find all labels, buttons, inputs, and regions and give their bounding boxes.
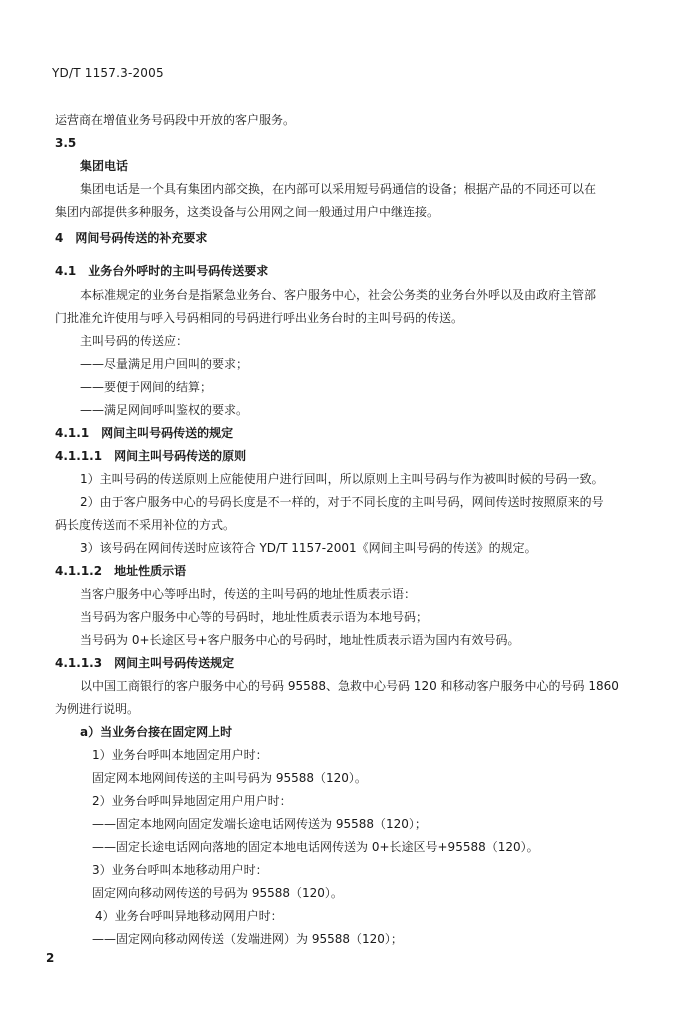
text-line: 固定网本地网间传送的主叫号码为 95588（120）。 bbox=[92, 771, 367, 785]
list-item: ——尽量满足用户回叫的要求； bbox=[80, 357, 249, 371]
list-item: 2）业务台呼叫异地固定用户用户时： bbox=[92, 794, 292, 808]
list-item: a）当业务台接在固定网上时 bbox=[80, 725, 233, 739]
text-line: 主叫号码的传送应： bbox=[80, 334, 189, 348]
standard-number-header: YD/T 1157.3-2005 bbox=[52, 66, 164, 80]
section-heading: 4.1.1 网间主叫号码传送的规定 bbox=[55, 426, 234, 440]
text-line: 固定网向移动网传送的号码为 95588（120）。 bbox=[92, 886, 343, 900]
list-item: 1）主叫号码的传送原则上应能使用户进行回叫，所以原则上主叫号码与作为被叫时候的号码一致。 bbox=[80, 472, 604, 486]
section-heading: 4.1.1.1 网间主叫号码传送的原则 bbox=[55, 449, 247, 463]
text-line: 集团电话是一个具有集团内部交换，在内部可以采用短号码通信的设备；根据产品的不同还可以在 bbox=[80, 182, 597, 196]
text-line: 码长度传送而不采用补位的方式。 bbox=[55, 518, 236, 532]
list-item: 1）业务台呼叫本地固定用户时： bbox=[92, 748, 268, 762]
list-item: ——固定网向移动网传送（发端进网）为 95588（120）； bbox=[92, 932, 403, 946]
text-line: 当客户服务中心等呼出时，传送的主叫号码的地址性质表示语： bbox=[80, 587, 417, 601]
section-heading: 4.1.1.2 地址性质示语 bbox=[55, 564, 187, 578]
text-line: 以中国工商银行的客户服务中心的号码 95588、急救中心号码 120 和移动客户服务中心的号码 1860 bbox=[80, 679, 619, 693]
text-line: 门批准允许使用与呼入号码相同的号码进行呼出业务台时的主叫号码的传送。 bbox=[55, 311, 464, 325]
text-line: 为例进行说明。 bbox=[55, 702, 140, 716]
page-number: 2 bbox=[46, 951, 55, 965]
text-line: 当号码为客户服务中心等的号码时，地址性质表示语为本地号码； bbox=[80, 610, 429, 624]
section-heading: 4 网间号码传送的补充要求 bbox=[55, 231, 208, 245]
list-item: ——固定本地网向固定发端长途电话网传送为 95588（120）； bbox=[92, 817, 427, 831]
section-heading: 4.1 业务台外呼时的主叫号码传送要求 bbox=[55, 264, 269, 278]
text-line: 本标准规定的业务台是指紧急业务台、客户服务中心，社会公务类的业务台外呼以及由政府主管部 bbox=[80, 288, 597, 302]
list-item: ——固定长途电话网向落地的固定本地电话网传送为 0+长途区号+95588（120）。 bbox=[92, 840, 539, 854]
list-item: 4）业务台呼叫异地移动网用户时： bbox=[95, 909, 283, 923]
section-heading: 4.1.1.3 网间主叫号码传送规定 bbox=[55, 656, 235, 670]
text-line: 当号码为 0+长途区号+客户服务中心的号码时，地址性质表示语为国内有效号码。 bbox=[80, 633, 520, 647]
term-heading: 集团电话 bbox=[80, 159, 129, 173]
list-item: 3）该号码在网间传送时应该符合 YD/T 1157-2001《网间主叫号码的传送》的规定。 bbox=[80, 541, 537, 555]
list-item: ——满足网间呼叫鉴权的要求。 bbox=[80, 403, 249, 417]
list-item: 3）业务台呼叫本地移动用户时： bbox=[92, 863, 268, 877]
section-number: 3.5 bbox=[55, 136, 77, 150]
text-line: 集团内部提供多种服务，这类设备与公用网之间一般通过用户中继连接。 bbox=[55, 205, 440, 219]
list-item: ——要便于网间的结算； bbox=[80, 380, 213, 394]
text-line: 运营商在增值业务号码段中开放的客户服务。 bbox=[55, 113, 296, 127]
list-item: 2）由于客户服务中心的号码长度是不一样的，对于不同长度的主叫号码，网间传送时按照原来的号 bbox=[80, 495, 604, 509]
